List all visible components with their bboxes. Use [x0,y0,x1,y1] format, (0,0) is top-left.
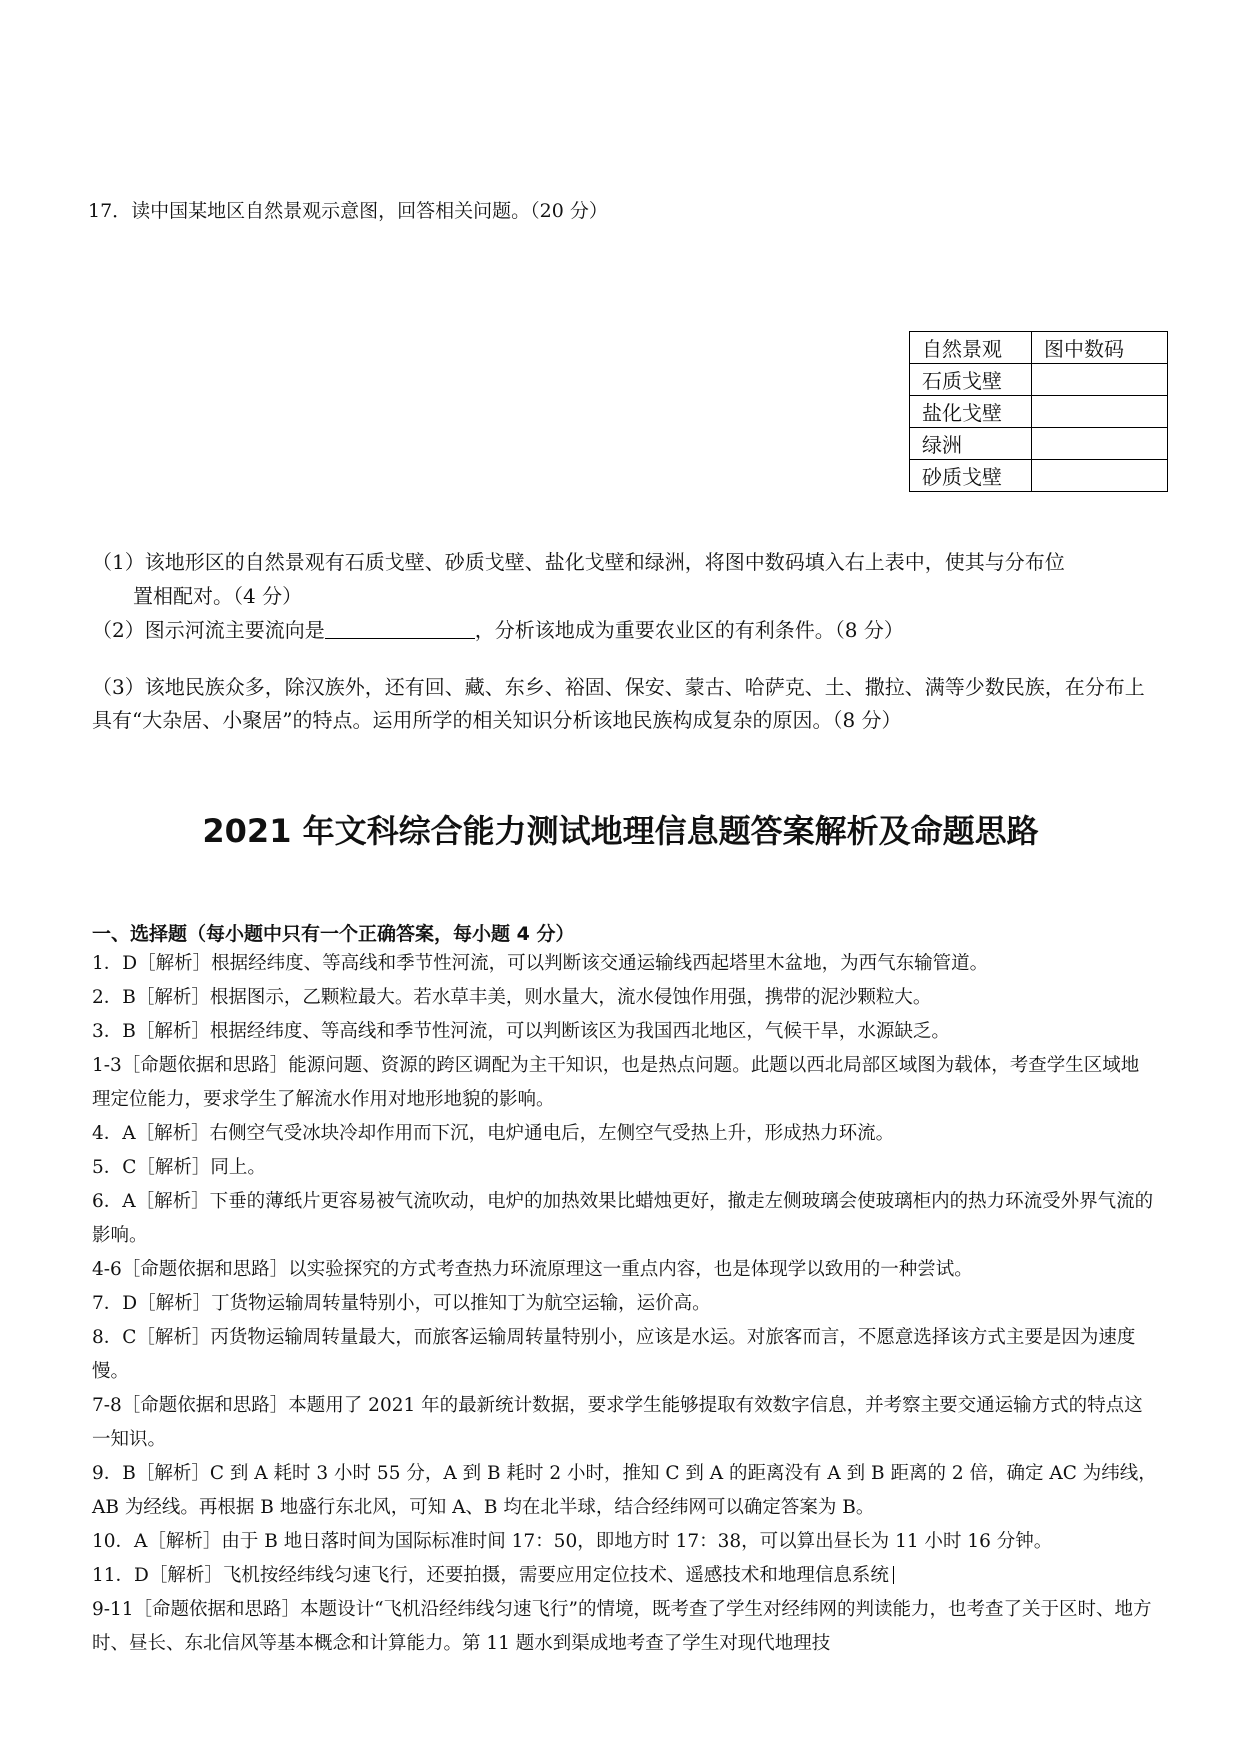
table-cell-number[interactable] [1032,428,1168,460]
table-cell-landscape: 盐化戈壁 [910,396,1032,428]
table-cell-number[interactable] [1032,396,1168,428]
answer-section-title: 2021 年文科综合能力测试地理信息题答案解析及命题思路 [202,812,1039,850]
part-2-suffix: ，分析该地成为重要农业区的有利条件。（8 分） [474,618,904,642]
table-header-number: 图中数码 [1032,332,1168,364]
answer-line: 2．B［解析］根据图示，乙颗粒最大。若水草丰美，则水量大，流水侵蚀作用强，携带的泥沙颗粒大。 [92,987,932,1008]
landscape-table [909,331,1168,492]
answer-line-text: 11．D［解析］飞机按经纬线匀速飞行，还要拍摄，需要应用定位技术、遥感技术和地理信息系统 [92,1565,889,1586]
table-row [910,460,1168,492]
table-row [910,428,1168,460]
table-header-landscape: 自然景观 [910,332,1032,364]
answer-line: 8．C［解析］丙货物运输周转量最大，而旅客运输周转量特别小，应该是水运。对旅客而言，不愿意选择该方式主要是因为速度慢。 [92,1327,1136,1382]
table-cell-landscape: 绿洲 [910,428,1032,460]
table-row [910,396,1168,428]
table-row [910,364,1168,396]
table-header-row [910,332,1168,364]
answer-line: 10．A［解析］由于 B 地日落时间为国际标准时间 17：50，即地方时 17：38，可以算出昼长为 11 小时 16 分钟。 [92,1531,1053,1552]
answer-line: 1-3［命题依据和思路］能源问题、资源的跨区调配为主干知识，也是热点问题。此题以西北局部区域图为载体，考查学生区域地理定位能力，要求学生了解流水作用对地形地貌的影响。 [92,1055,1140,1110]
answer-line: 9-11［命题依据和思路］本题设计“飞机沿经纬线匀速飞行”的情境，既考查了学生对经纬网的判读能力，也考查了关于区时、地方时、昼长、东北信风等基本概念和计算能力。第 11 题水到渠成地考查了学生对现代地理技 [92,1599,1152,1654]
table-cell-landscape: 砂质戈壁 [910,460,1032,492]
river-direction-blank[interactable] [325,618,475,639]
answer-line-with-cursor [92,1559,1157,1593]
table-cell-landscape: 石质戈壁 [910,364,1032,396]
question-17-part-1-continued: 置相配对。（4 分） [133,584,303,608]
question-17-part-2 [92,614,1152,647]
question-17-part-3: （3）该地民族众多，除汉族外，还有回、藏、东乡、裕固、保安、蒙古、哈萨克、土、撒拉、满等少数民族，在分布上具有“大杂居、小聚居”的特点。运用所学的相关知识分析该地民族构成复杂的原因。（8 分） [92,675,1145,732]
answer-line: 9．B［解析］C 到 A 耗时 3 小时 55 分，A 到 B 耗时 2 小时，推知 C 到 A 的距离没有 A 到 B 距离的 2 倍，确定 AC 为纬线，AB 为经线。再根据 B 地盛行东北风，可知 A、B 均在北半球，结合经纬网可以确定答案为 B。 [92,1463,1157,1518]
answer-lines [92,947,1157,1661]
section-heading-choice: 一、选择题（每小题中只有一个正确答案，每小题 4 分） [92,923,575,945]
part-2-prefix: （2）图示河流主要流向是 [92,618,325,642]
text-cursor [893,1566,894,1584]
answer-line: 4-6［命题依据和思路］以实验探究的方式考查热力环流原理这一重点内容，也是体现学以致用的一种尝试。 [92,1259,973,1280]
table-cell-number[interactable] [1032,460,1168,492]
question-17-stem: 17．读中国某地区自然景观示意图，回答相关问题。（20 分） [88,200,608,222]
table-cell-number[interactable] [1032,364,1168,396]
answer-line: 7．D［解析］丁货物运输周转量特别小，可以推知丁为航空运输，运价高。 [92,1293,711,1314]
answer-line: 7-8［命题依据和思路］本题用了 2021 年的最新统计数据，要求学生能够提取有效数字信息，并考察主要交通运输方式的特点这一知识。 [92,1395,1143,1450]
answer-line: 6．A［解析］下垂的薄纸片更容易被气流吹动，电炉的加热效果比蜡烛更好，撤走左侧玻璃会使玻璃柜内的热力环流受外界气流的影响。 [92,1191,1154,1246]
answer-line: 5．C［解析］同上。 [92,1157,266,1178]
answer-line: 1．D［解析］根据经纬度、等高线和季节性河流，可以判断该交通运输线西起塔里木盆地，为西气东输管道。 [92,953,989,974]
answer-line: 3．B［解析］根据经纬度、等高线和季节性河流，可以判断该区为我国西北地区，气候干旱，水源缺乏。 [92,1021,950,1042]
answer-line: 4．A［解析］右侧空气受冰块冷却作用而下沉，电炉通电后，左侧空气受热上升，形成热力环流。 [92,1123,895,1144]
question-17-part-1: （1）该地形区的自然景观有石质戈壁、砂质戈壁、盐化戈壁和绿洲，将图中数码填入右上表中，使其与分布位 [92,550,1065,574]
